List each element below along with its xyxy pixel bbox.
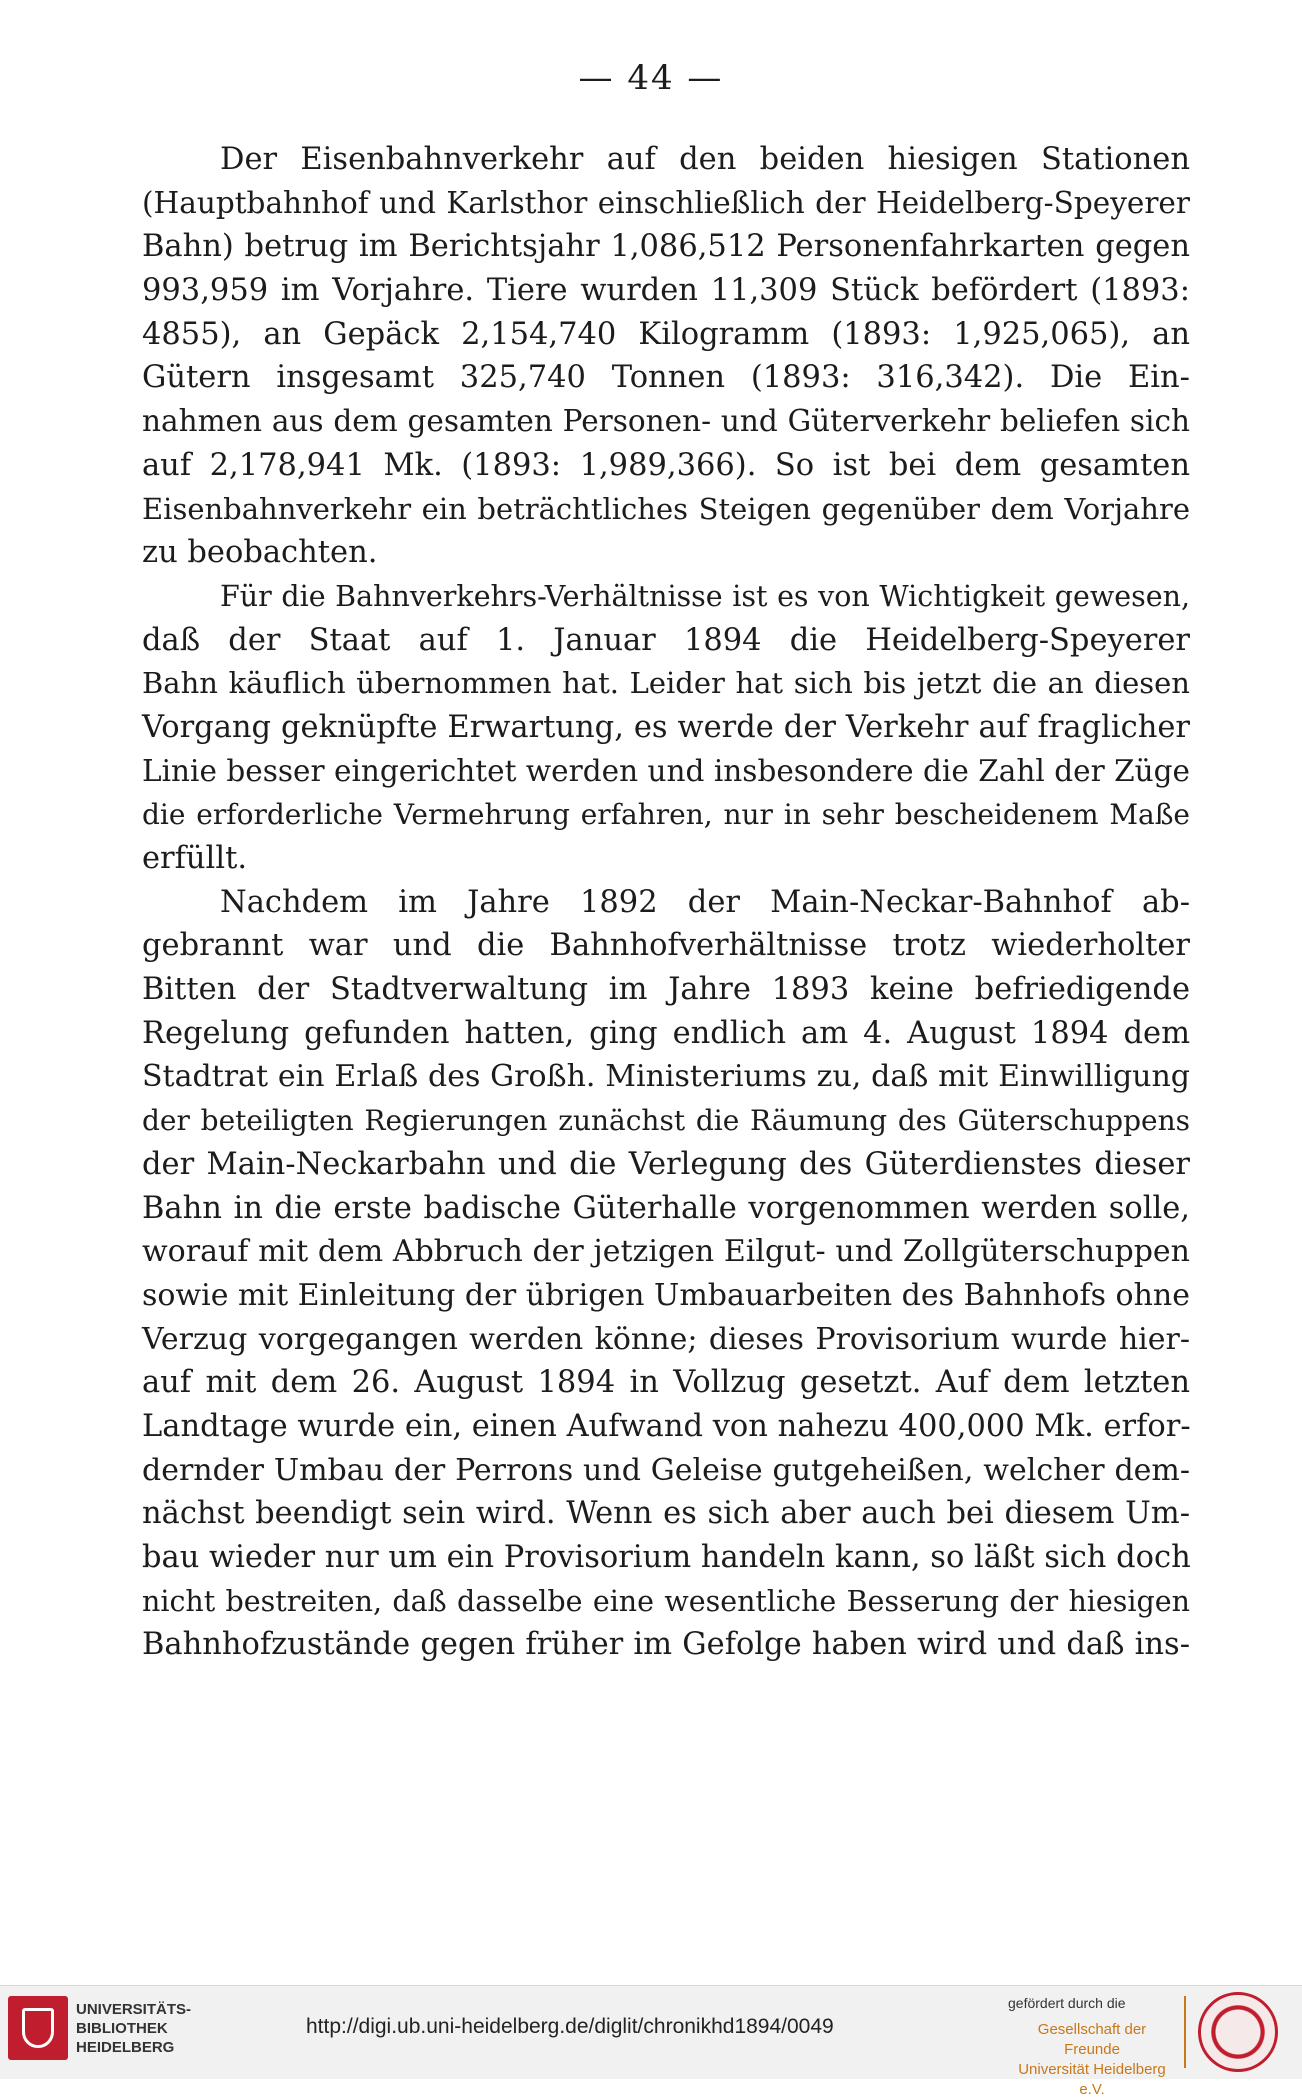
text-line: (Hauptbahnhof und Karlsthor einschließlich der Heidelberg-Speyerer <box>142 185 1190 220</box>
text-line: der Main-Neckarbahn und die Verlegung des Güterdienstes dieser <box>142 1146 1190 1182</box>
text-line: auf mit dem 26. August 1894 in Vollzug gesetzt. Auf dem letzten <box>142 1365 1190 1401</box>
text-line: Bitten der Stadtverwaltung im Jahre 1893 keine befriedigende <box>142 972 1190 1008</box>
body-text <box>142 138 1190 1667</box>
text-line: dernder Umbau der Perrons und Geleise gutgeheißen, welcher dem- <box>142 1452 1190 1488</box>
text-line: gebrannt war und die Bahnhofverhältnisse trotz wiederholter <box>142 928 1190 964</box>
text-line: zu beobachten. <box>142 535 378 571</box>
text-line: erfüllt. <box>142 841 248 876</box>
sponsor-name-line: Gesellschaft der Freunde <box>1037 2021 1147 2058</box>
library-logo-icon <box>8 1996 68 2060</box>
text-line: Regelung gefunden hatten, ging endlich am 4. August 1894 dem <box>142 1015 1190 1051</box>
text-line: Landtage wurde ein, einen Aufwand von nahezu 400,000 Mk. erfor- <box>142 1408 1191 1444</box>
digitization-footer <box>0 1985 1302 2098</box>
text-line: nahmen aus dem gesamten Personen- und Güterverkehr beliefen sich <box>142 404 1190 439</box>
sponsor-name <box>1008 2020 1176 2100</box>
text-line: nächst beendigt sein wird. Wenn es sich aber auch bei diesem Um- <box>142 1496 1190 1532</box>
text-line: Bahn) betrug im Berichtsjahr 1,086,512 Personenfahrkarten gegen <box>142 229 1190 265</box>
text-line: 4855), an Gepäck 2,154,740 Kilogramm (1893: 1,925,065), an <box>142 316 1190 352</box>
text-line: Linie besser eingerichtet werden und insbesondere die Zahl der Züge <box>142 753 1190 788</box>
text-line: Verzug vorgegangen werden könne; dieses Provisorium wurde hier- <box>142 1321 1190 1357</box>
page-number: — 44 — <box>578 58 724 98</box>
sponsor-divider <box>1184 1996 1186 2068</box>
library-name-line: BIBLIOTHEK <box>76 2020 168 2037</box>
library-name-line: UNIVERSITÄTS- <box>76 2001 192 2018</box>
text-line: Bahn in die erste badische Güterhalle vorgenommen werden solle, <box>142 1190 1190 1226</box>
text-line: Bahn käuflich übernommen hat. Leider hat sich bis jetzt die an diesen <box>142 666 1190 701</box>
sponsor-name-line: Universität Heidelberg e.V. <box>1018 2061 1166 2098</box>
text-line: Eisenbahnverkehr ein beträchtliches Steigen gegenüber dem Vorjahre <box>142 491 1190 526</box>
library-name <box>76 2000 191 2057</box>
text-line: 993,959 im Vorjahre. Tiere wurden 11,309 Stück befördert (1893: <box>142 273 1190 309</box>
text-line: die erforderliche Vermehrung erfahren, nur in sehr bescheidenem Maße <box>142 798 1190 832</box>
source-url-link[interactable]: http://digi.ub.uni-heidelberg.de/diglit/chronikhd1894/0049 <box>306 2015 834 2038</box>
text-line: sowie mit Einleitung der übrigen Umbauarbeiten des Bahnhofs ohne <box>142 1277 1190 1313</box>
text-line: bau wieder nur um ein Provisorium handeln kann, so läßt sich doch <box>142 1540 1191 1575</box>
text-line: Bahnhofzustände gegen früher im Gefolge haben wird und daß ins- <box>142 1627 1190 1663</box>
library-name-line: HEIDELBERG <box>76 2039 175 2056</box>
text-line: auf 2,178,941 Mk. (1893: 1,989,366). So ist bei dem gesamten <box>142 447 1190 483</box>
text-line: der beteiligten Regierungen zunächst die Räumung des Güterschuppens <box>142 1104 1190 1138</box>
text-line: Nachdem im Jahre 1892 der Main-Neckar-Bahnhof ab- <box>220 884 1190 920</box>
university-seal-icon <box>1198 1992 1278 2072</box>
text-line: Stadtrat ein Erlaß des Großh. Ministeriums zu, daß mit Einwilligung <box>142 1059 1190 1095</box>
text-line: worauf mit dem Abbruch der jetzigen Eilgut- und Zollgüterschuppen <box>142 1234 1190 1270</box>
text-line: Gütern insgesamt 325,740 Tonnen (1893: 316,342). Die Ein- <box>142 360 1190 396</box>
sponsor-label: gefördert durch die <box>1008 1995 1126 2011</box>
text-line: Der Eisenbahnverkehr auf den beiden hiesigen Stationen <box>220 142 1190 177</box>
text-line: daß der Staat auf 1. Januar 1894 die Heidelberg-Speyerer <box>142 622 1190 658</box>
text-line: nicht bestreiten, daß dasselbe eine wesentliche Besserung der hiesigen <box>142 1584 1190 1618</box>
text-line: Vorgang geknüpfte Erwartung, es werde der Verkehr auf fraglicher <box>142 709 1190 745</box>
text-line: Für die Bahnverkehrs-Verhältnisse ist es von Wichtigkeit gewesen, <box>220 579 1190 613</box>
